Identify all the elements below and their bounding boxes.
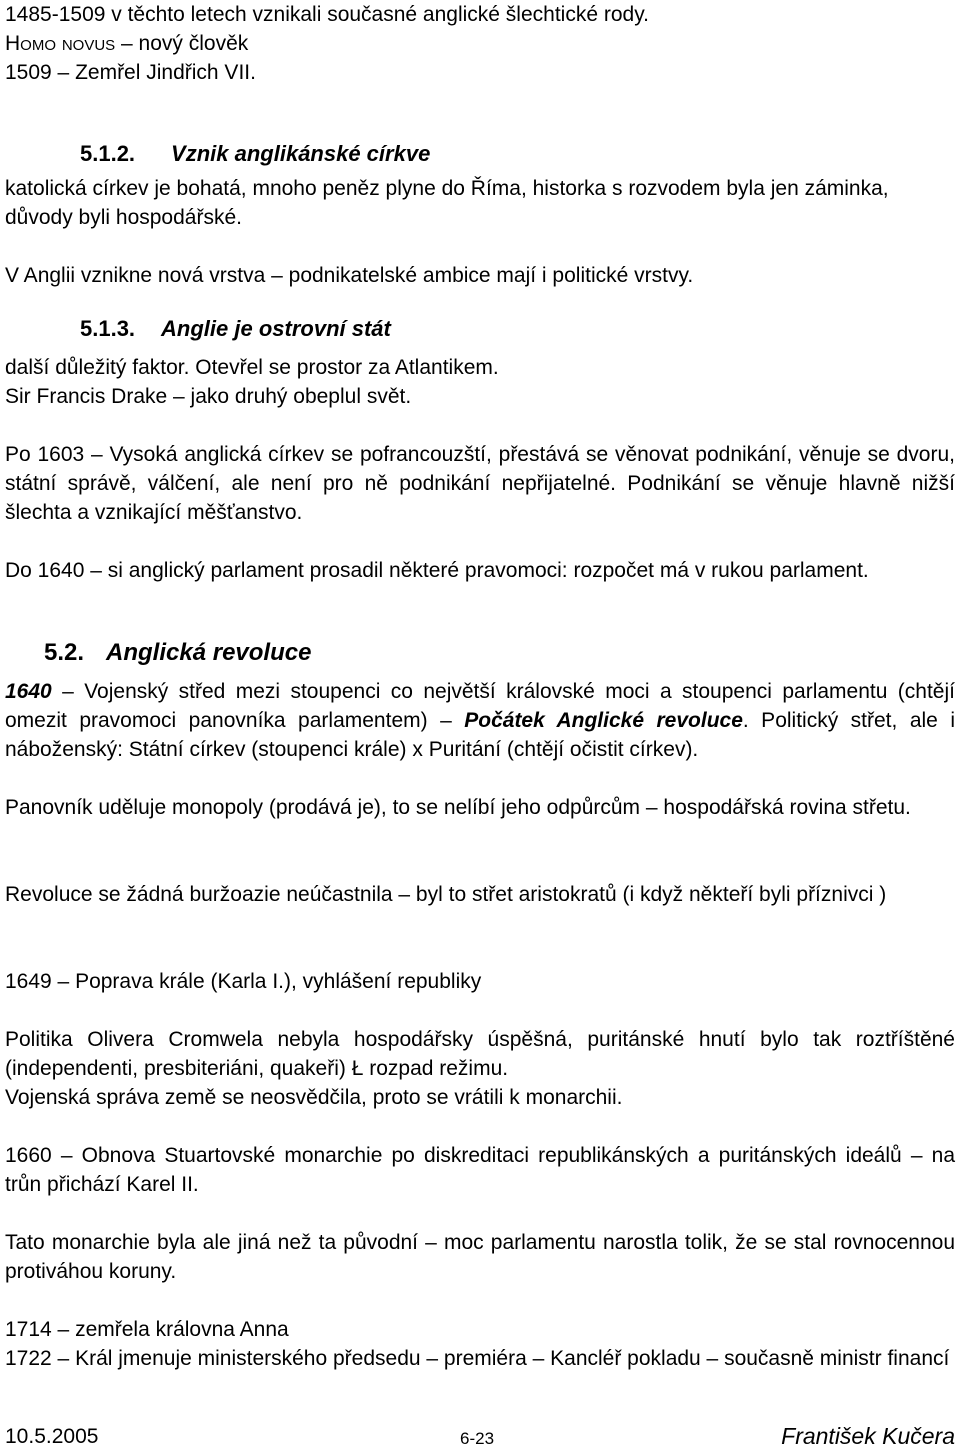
paragraph-monarchy: Tato monarchie byla ale jiná než ta původní – moc parlamentu narostla tolik, že se stal rovnocennou protiváhou koruny. xyxy=(5,1231,955,1283)
section-title: Vznik anglikánské církve xyxy=(171,141,431,166)
intro-line-2 xyxy=(5,29,955,58)
section-title: Anglie je ostrovní stát xyxy=(161,316,391,341)
footer-author: František Kučera xyxy=(781,1423,955,1449)
emphasis-revolution-start: Počátek Anglické revoluce xyxy=(464,709,743,732)
paragraph-factor-line-2: Sir Francis Drake – jako druhý obeplul svět. xyxy=(5,385,412,408)
paragraph-new-layer: V Anglii vznikne nová vrstva – podnikatelské ambice mají i politické vrstvy. xyxy=(5,264,694,287)
paragraph-aristocrats: Revoluce se žádná buržoazie neúčastnila – byl to střet aristokratů (i když někteří byli příznivci ) xyxy=(5,883,887,906)
section-number: 5.2. xyxy=(44,639,85,666)
intro-line-1: 1485-1509 v těchto letech vznikali současné anglické šlechtické rody. xyxy=(5,3,649,26)
paragraph-factor-line-1: další důležitý faktor. Otevřel se prostor za Atlantikem. xyxy=(5,356,499,379)
intro-line-3: 1509 – Zemřel Jindřich VII. xyxy=(5,61,256,84)
paragraph-after-1603: Po 1603 – Vysoká anglická církev se pofrancouzští, přestává se věnovat podnikání, věnuje se dvoru, státní správě, válčení, ale není pro ně podnikání nepřijatelné. Podnikání se věnuje hlavně nižší šlechta a vznikající měšťanstvo. xyxy=(5,443,955,524)
paragraph-1640-revolution xyxy=(5,677,955,764)
paragraph-military-rule: Vojenská správa země se neosvědčila, proto se vrátili k monarchii. xyxy=(5,1086,623,1109)
homo-novus-term: Homo novus xyxy=(5,32,116,55)
paragraph-1714: 1714 – zemřela královna Anna xyxy=(5,1318,289,1341)
section-heading-5-1-3 xyxy=(80,314,391,343)
paragraph-1722: 1722 – Král jmenuje ministerského předsedu – premiéra – Kancléř pokladu – současně ministr financí xyxy=(5,1347,950,1370)
year-1640: 1640 xyxy=(5,680,52,703)
paragraph-text: – Vojenský střed mezi stoupenci co největší královské moci a stoupenci parlamentu (chtějí omezit pravomoci panovníka parlamentem) – xyxy=(5,680,955,732)
footer-page-number: 6-23 xyxy=(460,1429,495,1448)
paragraph-1649: 1649 – Poprava krále (Karla I.), vyhlášení republiky xyxy=(5,970,482,993)
paragraph-church-wealth: katolická církev je bohatá, mnoho peněz plyne do Říma, historka s rozvodem byla jen záminka, důvody byli hospodářské. xyxy=(5,177,889,229)
paragraph-monopolies: Panovník uděluje monopoly (prodává je), to se nelíbí jeho odpůrcům – hospodářská rovina střetu. xyxy=(5,796,911,819)
homo-novus-gloss: – nový člověk xyxy=(115,32,249,55)
paragraph-text: . Politický střet, ale i náboženský: Státní církev (stoupenci krále) x Puritání (chtějí očistit církev). xyxy=(5,709,955,761)
section-number: 5.1.2. xyxy=(80,141,136,166)
section-heading-5-1-2 xyxy=(80,139,430,168)
section-number: 5.1.3. xyxy=(80,316,136,341)
paragraph-before-1640: Do 1640 – si anglický parlament prosadil některé pravomoci: rozpočet má v rukou parlament. xyxy=(5,559,869,582)
page-footer xyxy=(5,1422,955,1452)
section-title: Anglická revoluce xyxy=(106,639,312,666)
section-heading-5-2 xyxy=(44,638,311,667)
footer-date: 10.5.2005 xyxy=(5,1425,99,1448)
paragraph-cromwell: Politika Olivera Cromwela nebyla hospodářsky úspěšná, puritánské hnutí bylo tak roztříštěné (independenti, presbiteriáni, quakeři) Ł rozpad režimu. xyxy=(5,1028,955,1080)
paragraph-1660: 1660 – Obnova Stuartovské monarchie po diskreditaci republikánských a puritánských ideálů – na trůn přichází Karel II. xyxy=(5,1144,955,1196)
